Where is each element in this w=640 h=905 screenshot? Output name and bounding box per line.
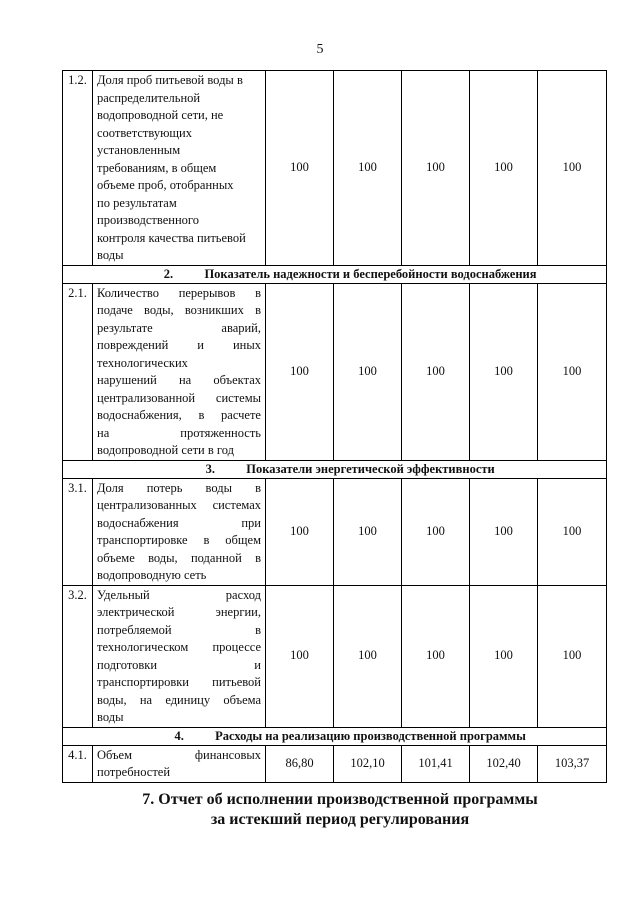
indicator-name: [93, 478, 266, 585]
indicator-name-line: водопроводную сеть: [97, 568, 207, 582]
indicator-name-line: подаче воды, возникших в: [97, 303, 261, 317]
indicator-name-line: Доля потерь воды в: [97, 480, 261, 495]
indicator-value: 100: [470, 478, 538, 585]
table-row: [63, 478, 607, 585]
indicator-value: 100: [470, 71, 538, 266]
indicator-name-line: результате аварий,: [97, 320, 261, 335]
indicator-value: 100: [266, 478, 334, 585]
section-title-cell: [63, 460, 607, 478]
indicator-value: 100: [470, 283, 538, 460]
section-title: Показатели энергетической эффективности: [246, 461, 495, 476]
indicator-name-line: транспортировке в общем: [97, 533, 261, 547]
indicator-name-line: контроля качества питьевой: [97, 230, 246, 245]
indicator-name-line: централизованной системы: [97, 390, 261, 405]
indicator-value: 102,10: [334, 745, 402, 782]
indicator-name-line: технологических: [97, 355, 188, 370]
indicator-value: 100: [334, 478, 402, 585]
indicator-name-line: потребляемой в: [97, 622, 261, 637]
row-number: 3.2.: [63, 585, 93, 727]
indicator-name-line: водопроводной сети, не: [97, 108, 224, 122]
indicator-value: 100: [334, 585, 402, 727]
section-number: 4.: [174, 728, 184, 743]
page-number: 5: [316, 42, 324, 57]
indicator-value: 100: [402, 71, 470, 266]
section-row-s4: [63, 727, 607, 745]
table-row: [63, 71, 607, 266]
section-title-cell: [63, 265, 607, 283]
indicator-name-line: объеме проб, отобранных: [97, 178, 234, 192]
indicator-value: 100: [402, 585, 470, 727]
indicator-name-line: установленным: [97, 143, 181, 157]
indicator-name-line: объеме воды, поданной в: [97, 550, 261, 565]
row-number: 2.1.: [63, 283, 93, 460]
indicators-table: [62, 70, 607, 783]
indicator-name-line: водопроводной сети в год: [97, 443, 234, 457]
table-row: [63, 745, 607, 782]
indicator-value: 103,37: [538, 745, 607, 782]
indicator-name-line: подготовки и: [97, 657, 261, 672]
row-number: 3.1.: [63, 478, 93, 585]
section-title-cell: [63, 727, 607, 745]
indicator-value: 100: [538, 71, 607, 266]
indicator-name-line: повреждений и иных: [97, 338, 261, 352]
indicator-name-line: транспортировки питьевой: [97, 675, 261, 689]
indicator-name: [93, 283, 266, 460]
indicator-name-line: по результатам: [97, 195, 177, 210]
row-number: 1.2.: [63, 71, 93, 266]
row-number: 4.1.: [63, 745, 93, 782]
indicator-name-line: распределительной: [97, 90, 201, 105]
indicator-value: 102,40: [470, 745, 538, 782]
table-row: [63, 283, 607, 460]
table-row: [63, 585, 607, 727]
indicator-name-line: воды: [97, 248, 124, 262]
indicator-name-line: Количество перерывов в: [97, 285, 261, 300]
indicator-value: 100: [266, 283, 334, 460]
indicator-value: 101,41: [402, 745, 470, 782]
indicator-name: [93, 585, 266, 727]
indicator-name-line: Доля проб питьевой воды в: [97, 73, 243, 87]
indicator-value: 100: [538, 478, 607, 585]
section-number: 3.: [205, 461, 215, 476]
indicator-name-line: потребностей: [97, 765, 171, 779]
section-number: 2.: [163, 266, 174, 281]
section-row-s2: [63, 265, 607, 283]
indicator-name-line: электрической энергии,: [97, 605, 261, 619]
indicator-name-line: требованиям, в общем: [97, 160, 217, 175]
indicator-name-line: централизованных системах: [97, 498, 261, 512]
indicator-name-line: технологическом процессе: [97, 640, 261, 654]
section-title: Расходы на реализацию производственной программы: [215, 728, 526, 743]
indicator-name-line: воды: [97, 710, 124, 724]
section-title: Показатель надежности и бесперебойности водоснабжения: [204, 266, 537, 281]
indicator-name-line: водоснабжения при: [97, 515, 261, 530]
indicator-name-line: соответствующих: [97, 125, 192, 140]
indicator-value: 100: [402, 478, 470, 585]
indicator-name-line: воды, на единицу объема: [97, 692, 261, 707]
indicator-name: [93, 745, 266, 782]
section-heading-line1: 7. Отчет об исполнении производственной программы: [142, 791, 538, 808]
indicator-value: 100: [334, 283, 402, 460]
indicator-value: 100: [538, 283, 607, 460]
indicator-name-line: нарушений на объектах: [97, 373, 261, 387]
indicator-value: 100: [266, 585, 334, 727]
indicator-value: 86,80: [266, 745, 334, 782]
indicator-value: 100: [266, 71, 334, 266]
indicator-value: 100: [470, 585, 538, 727]
indicator-name: [93, 71, 266, 266]
indicator-value: 100: [334, 71, 402, 266]
indicator-value: 100: [538, 585, 607, 727]
indicator-name-line: водоснабжения, в расчете: [97, 408, 261, 422]
section-heading: [0, 790, 640, 830]
indicator-value: 100: [402, 283, 470, 460]
indicator-name-line: производственного: [97, 213, 199, 227]
indicator-name-line: на протяженность: [97, 425, 261, 440]
indicator-name-line: Удельный расход: [97, 587, 261, 602]
section-row-s3: [63, 460, 607, 478]
section-heading-line2: за истекший период регулирования: [210, 811, 470, 828]
indicator-name-line: Объем финансовых: [97, 747, 261, 762]
